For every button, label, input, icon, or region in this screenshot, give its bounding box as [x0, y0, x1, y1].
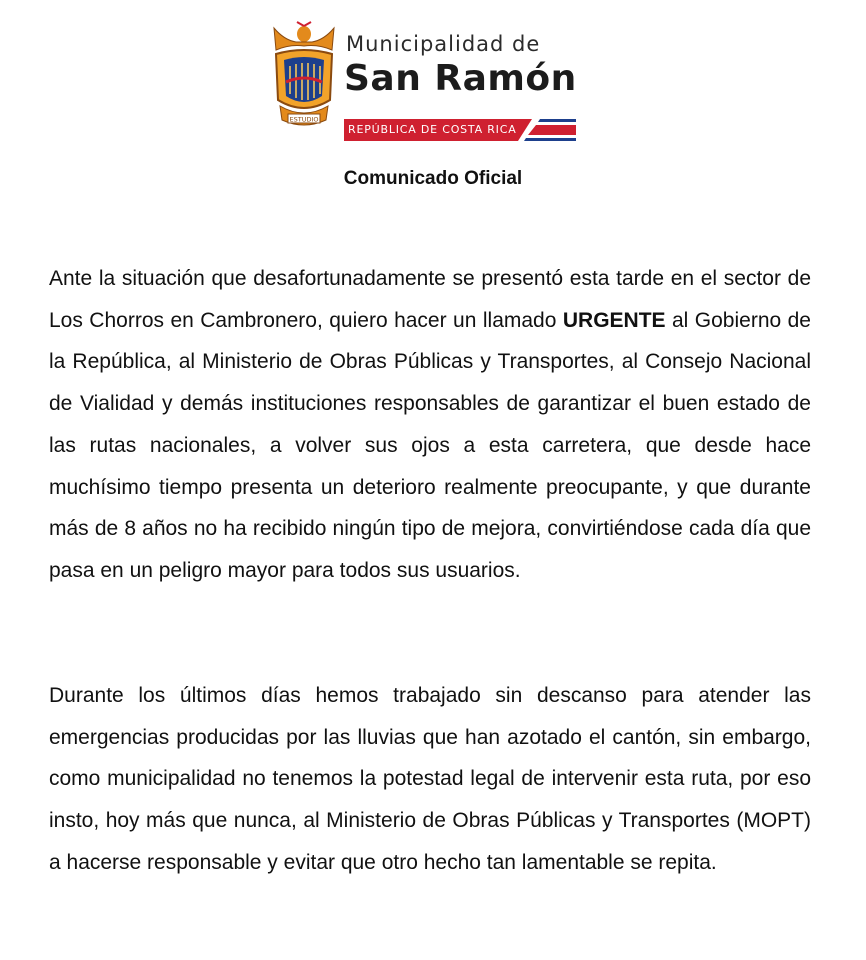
paragraph-1 [49, 258, 811, 592]
crest-icon [266, 20, 342, 132]
costa-rica-flag-icon [518, 119, 576, 141]
logo-line-country: REPÚBLICA DE COSTA RICA [348, 123, 517, 136]
urgent-emphasis: URGENTE [562, 308, 666, 332]
paragraph-2: Durante los últimos días hemos trabajado sin descanso para atender las emergencias producidas por las lluvias que han azotado el cantón, sin embargo, como municipalidad no tenemos la potestad legal de intervenir esta ruta, por eso insto, hoy más que nunca, al Ministerio de Obras Públicas y Transportes (MOPT) a hacerse responsable y evitar que otro hecho tan lamentable se repita. [49, 684, 811, 874]
paragraph-1-text-a: Ante la situación que desafortunadamente se presentó esta tarde en el sector de Los Chorros en Cambronero, quiero hacer un llamado [49, 267, 811, 332]
logo-line-san-ramon: San Ramón [344, 58, 577, 99]
logo-line-municipalidad: Municipalidad de [346, 32, 541, 56]
municipality-logo [266, 20, 577, 136]
paragraph-1-text-b: al Gobierno de la República, al Ministerio de Obras Públicas y Transportes, al Consejo Nacional de Vialidad y demás instituciones responsables de garantizar el buen estado de las rutas nacionales, a volver sus ojos a esta carretera, que desde hace muchísimo tiempo presenta un deterioro realmente preocupante, y que durante más de 8 años no ha recibido ningún tipo de mejora, convirtiéndose cada día que pasa en un peligro mayor para todos sus usuarios. [49, 308, 811, 582]
document-title: Comunicado Oficial [343, 168, 523, 189]
crest-text: ESTUDIO [289, 115, 319, 124]
